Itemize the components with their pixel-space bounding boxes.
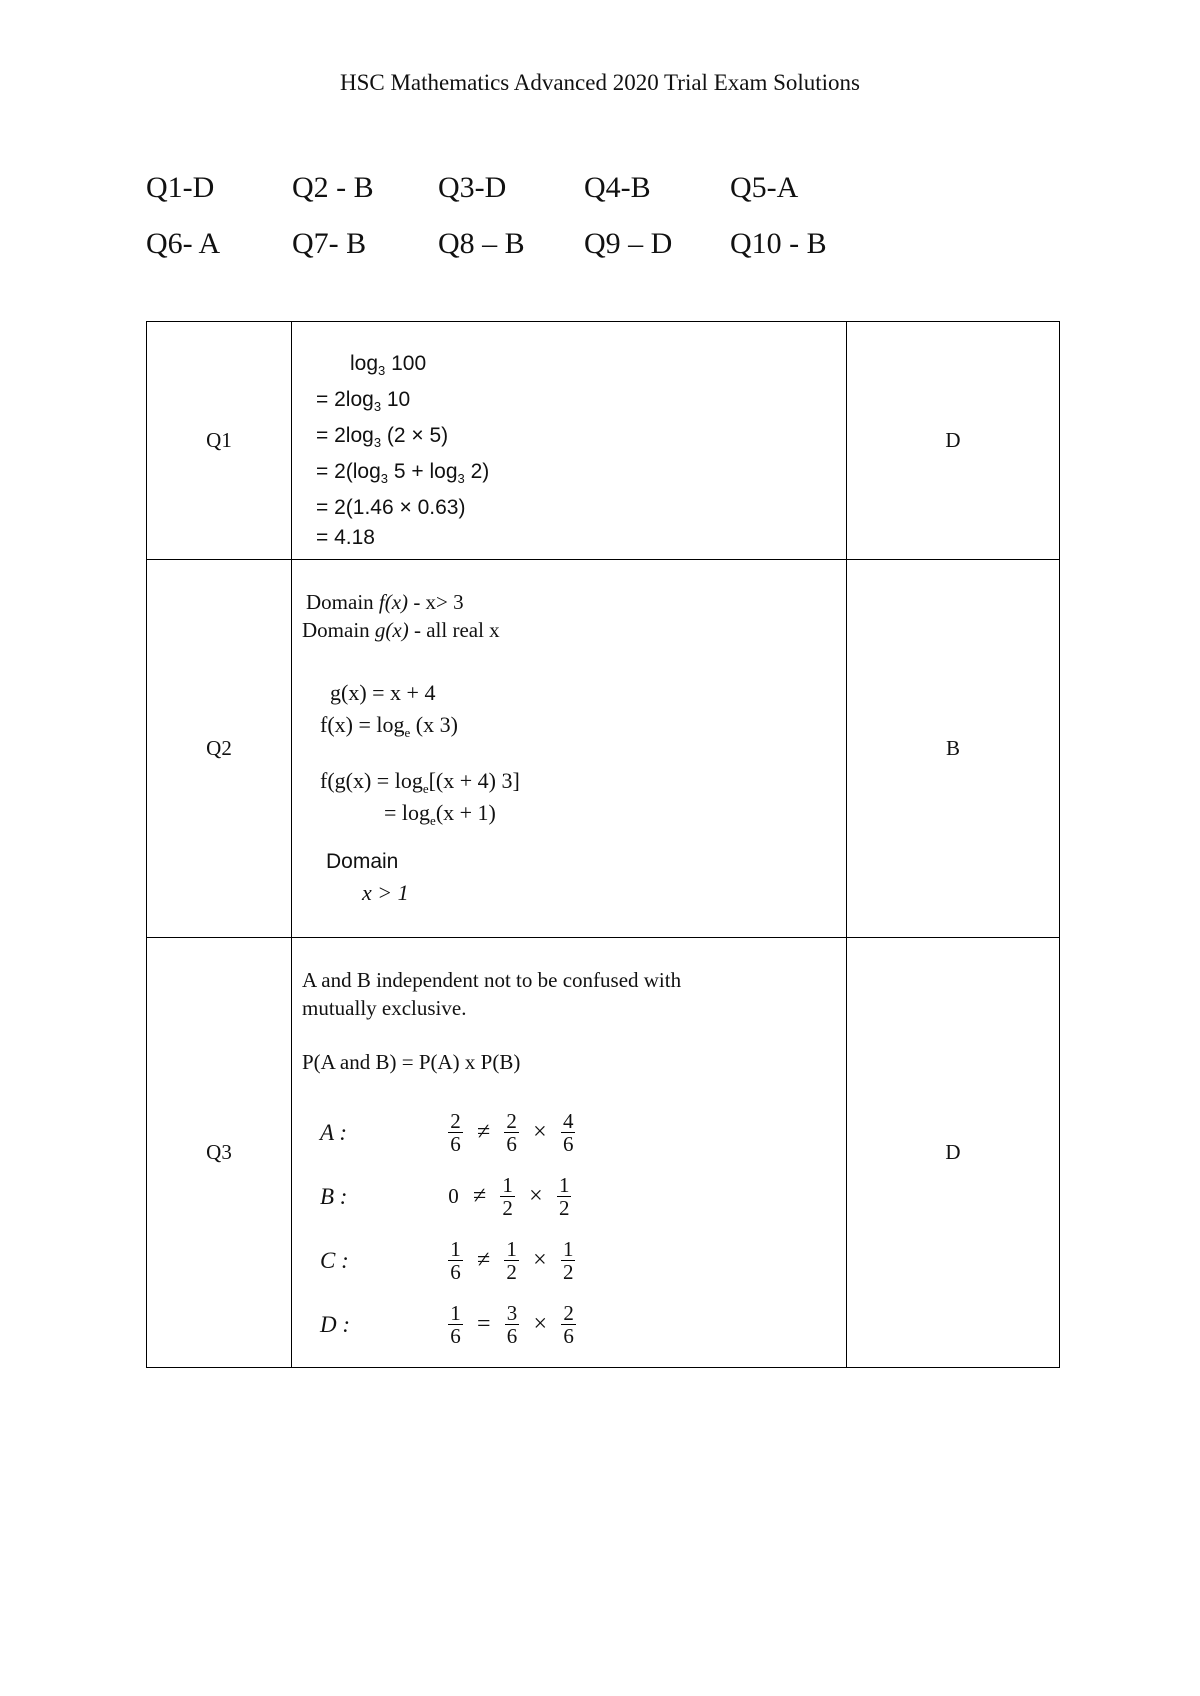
q2-domain-label: Domain: [326, 850, 399, 873]
fraction: $\frac{1}{2}$: [562, 1237, 574, 1285]
q2-domain-f: Domain f(x) - x> 3: [306, 590, 464, 614]
q3-option-b: B : 0 ≠ $\frac{1}{2}$ × $\frac{1}{2}$: [320, 1173, 570, 1221]
q1-line-5: = 2(1.46 × 0.63): [316, 496, 466, 519]
q2-domain-g: Domain g(x) - all real x: [302, 618, 500, 642]
fraction: $\frac{1}{6}$: [450, 1301, 461, 1349]
q2-eq-f: $f(x) = \log_e (x$ 3): [320, 712, 458, 740]
question-number: Q1: [147, 322, 292, 560]
working-cell-q3: [292, 938, 847, 1368]
option-label: D :: [320, 1311, 351, 1337]
q3-line-3: P(A and B) = P(A) x P(B): [302, 1050, 521, 1074]
q1-line-2: = $2\log_3$ 10: [316, 388, 411, 414]
answer-cell: B: [847, 560, 1060, 938]
q3-line-1: A and B independent not to be confused with: [302, 968, 682, 992]
q2-eq-g: g(x) = x + 4: [330, 680, 436, 705]
q2-eq-fg: $f(g(x) = \log_e[(x + 4)$ 3]: [320, 768, 520, 796]
q1-line-3: = $2\log_3$ (2 × 5): [316, 424, 449, 450]
fraction: $\frac{1}{2}$: [506, 1237, 517, 1285]
fraction: $\frac{1}{6}$: [450, 1237, 461, 1285]
answer-q2: Q2 - B: [292, 171, 374, 204]
answer-q6: Q6- A: [146, 227, 221, 260]
answer-cell: D: [847, 322, 1060, 560]
page-header: HSC Mathematics Advanced 2020 Trial Exam Solutions: [339, 70, 861, 95]
q3-option-d: D : $\frac{1}{6}$ = $\frac{3}{6}$ × $\frac{2}{6}$: [320, 1301, 574, 1349]
answer-q7: Q7- B: [292, 227, 367, 260]
working-cell-q2: [292, 560, 847, 938]
answer-row-1: [146, 160, 876, 216]
solutions-table: [146, 321, 1060, 1368]
q1-line-1: $\log_3 100$: [350, 352, 427, 378]
answer-cell: D: [847, 938, 1060, 1368]
fraction: $\frac{2}{6}$: [563, 1301, 574, 1349]
answer-q9: Q9 – D: [584, 227, 673, 260]
q3-line-2: mutually exclusive.: [302, 996, 467, 1020]
answer-key: [146, 160, 876, 272]
table-row-q2: [147, 560, 1060, 938]
fraction: $\frac{1}{2}$: [558, 1173, 570, 1221]
table-row-q1: [147, 322, 1060, 560]
fraction: $\frac{4}{6}$: [562, 1109, 574, 1157]
q2-domain-answer: x > 1: [362, 880, 409, 905]
answer-q3: Q3-D: [438, 171, 507, 204]
q3-option-a: A : $\frac{2}{6}$ ≠ $\frac{2}{6}$ × $\frac{4}{6}$: [320, 1109, 574, 1157]
question-number: Q3: [147, 938, 292, 1368]
answer-q8: Q8 – B: [438, 227, 525, 260]
q1-line-6: = 4.18: [316, 526, 375, 549]
question-number: Q2: [147, 560, 292, 938]
working-cell-q1: [292, 322, 847, 560]
q3-option-c: C : $\frac{1}{6}$ ≠ $\frac{1}{2}$ × $\frac{1}{2}$: [320, 1237, 574, 1285]
fraction: $\frac{2}{6}$: [506, 1109, 517, 1157]
answer-q10: Q10 - B: [730, 227, 827, 260]
answer-q4: Q4-B: [584, 171, 651, 204]
table-row-q3: [147, 938, 1060, 1368]
answer-q1: Q1-D: [146, 171, 215, 204]
answer-row-2: [146, 216, 876, 272]
fraction: $\frac{1}{2}$: [502, 1173, 513, 1221]
answer-q5: Q5-A: [730, 171, 799, 204]
option-label: C :: [320, 1247, 349, 1273]
q1-line-4: = $2(\log_3$ $5 + \log_3 2$): [316, 460, 490, 486]
option-label: B :: [320, 1183, 348, 1209]
q2-eq-simplified: = $\log_e(x + 1)$: [384, 800, 496, 828]
fraction: $\frac{3}{6}$: [506, 1301, 518, 1349]
fraction: $\frac{2}{6}$: [450, 1109, 461, 1157]
option-label: A :: [320, 1119, 348, 1145]
